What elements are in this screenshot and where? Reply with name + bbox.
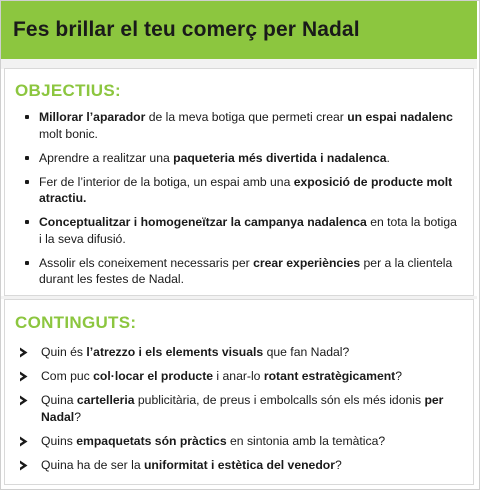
- emphasis-text: uniformitat i estètica del venedor: [143, 457, 335, 472]
- continguts-heading: CONTINGUTS:: [15, 313, 137, 332]
- emphasis-text: col·locar el producte: [93, 369, 214, 383]
- emphasis-text: exposició de producte molt atractiu.: [39, 174, 453, 205]
- emphasis-text: un espai nadalenc: [347, 110, 453, 124]
- square-bullet-icon: [25, 220, 29, 224]
- item-text: ?: [395, 369, 403, 383]
- emphasis-text: empaquetats són pràctics: [76, 433, 227, 448]
- page-title: Fes brillar el teu comerç per Nadal: [13, 18, 360, 41]
- emphasis-text: per Nadal: [41, 393, 444, 424]
- item-text: Com puc: [41, 369, 94, 383]
- item-text: en tota la botiga i la seva difusió.: [39, 215, 457, 246]
- item-text: que fan Nadal?: [263, 345, 350, 359]
- item-text: Quin és: [41, 345, 87, 359]
- emphasis-text: crear experiències: [253, 255, 361, 270]
- square-bullet-icon: [25, 156, 29, 160]
- item-text: publicitària, de preus i embolcalls són els més idonis: [134, 393, 425, 407]
- item-text: ?: [74, 409, 81, 424]
- objectius-list: [23, 109, 459, 295]
- item-text: Fer de l’interior de la botiga, un espai amb una: [39, 174, 294, 189]
- item-text: Quina: [41, 393, 77, 407]
- item-text: en sintonia amb la temàtica?: [226, 433, 386, 448]
- list-item: [17, 457, 459, 474]
- item-text: per a la clientela durant les festes de Nadal.: [39, 255, 453, 286]
- list-item: [23, 255, 459, 288]
- square-bullet-icon: [25, 261, 29, 265]
- square-bullet-icon: [25, 115, 29, 119]
- list-item: [17, 368, 459, 385]
- emphasis-text: cartelleria: [76, 393, 135, 407]
- item-text: Assolir els coneixement necessaris per: [39, 255, 254, 270]
- list-item: [23, 150, 459, 167]
- objectius-heading: OBJECTIUS:: [15, 81, 121, 100]
- list-item: [23, 214, 459, 247]
- chevron-right-icon: [19, 460, 29, 471]
- objectius-section: [4, 68, 474, 296]
- emphasis-text: Millorar l’aparador: [39, 110, 146, 124]
- item-text: i anar-lo: [213, 369, 264, 383]
- chevron-right-icon: [19, 395, 29, 406]
- item-text: molt bonic.: [39, 126, 98, 141]
- list-item: [17, 433, 459, 450]
- chevron-right-icon: [19, 371, 29, 382]
- item-text: de la meva botiga que permeti crear: [145, 110, 348, 124]
- item-text: .: [386, 150, 390, 165]
- continguts-section: [4, 299, 474, 485]
- list-item: [23, 109, 459, 142]
- list-item: [17, 344, 459, 361]
- item-text: Quina ha de ser la: [41, 457, 144, 472]
- item-text: ?: [334, 457, 342, 472]
- emphasis-text: paqueteria més divertida i nadalenca: [173, 150, 387, 165]
- item-text: Quins: [41, 433, 77, 448]
- emphasis-text: rotant estratègicament: [263, 369, 396, 383]
- continguts-list: [17, 344, 459, 481]
- title-banner: [1, 1, 477, 59]
- list-item: [23, 174, 459, 207]
- item-text: Aprendre a realitzar una: [39, 150, 174, 165]
- chevron-right-icon: [19, 436, 29, 447]
- square-bullet-icon: [25, 180, 29, 184]
- emphasis-text: Conceptualitzar i homogeneïtzar la campanya nadalenca: [39, 215, 367, 229]
- chevron-right-icon: [19, 347, 29, 358]
- list-item: [17, 392, 459, 425]
- emphasis-text: l’atrezzo i els elements visuals: [86, 345, 264, 359]
